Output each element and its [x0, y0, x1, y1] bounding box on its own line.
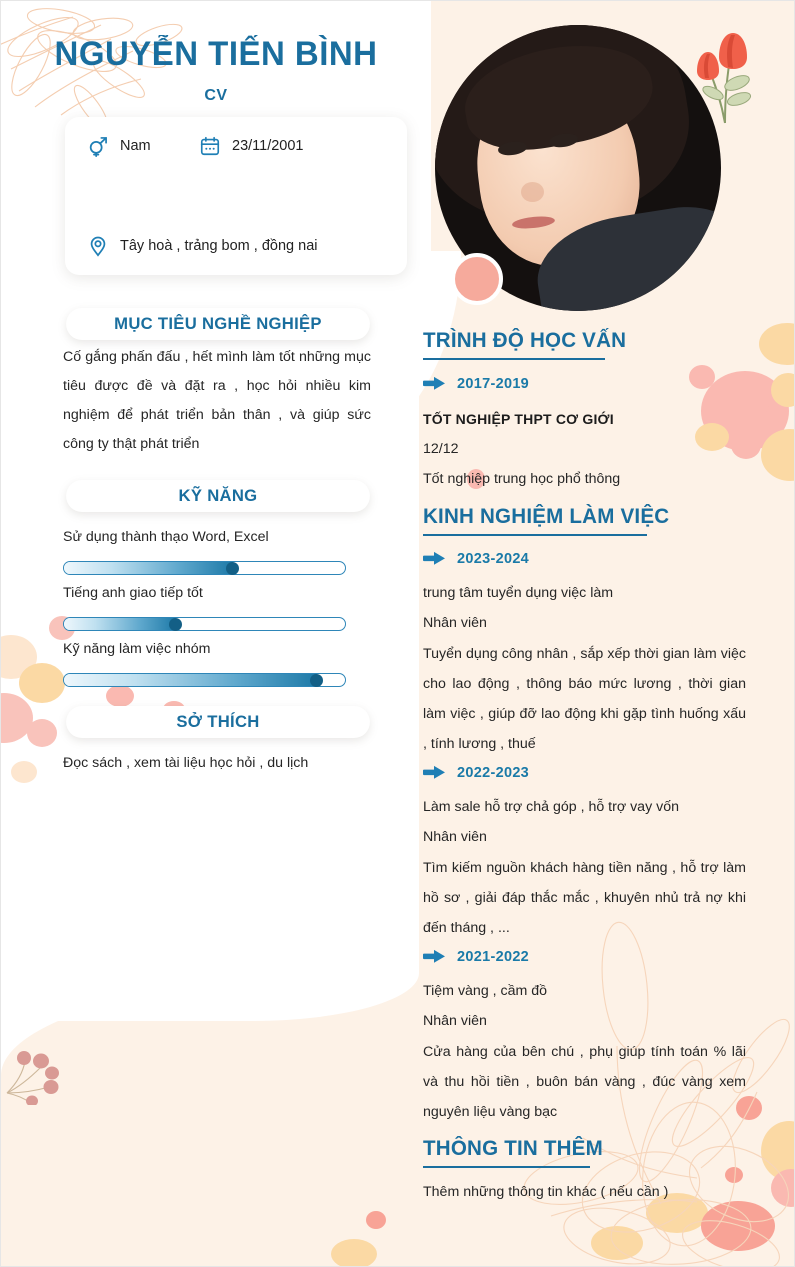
skill-bar-1[interactable]	[63, 617, 346, 631]
page-title: NGUYỄN TIẾN BÌNH	[54, 35, 378, 73]
background-white-lower	[1, 901, 419, 1021]
education-note-0: Tốt nghiệp trung học phổ thông	[423, 471, 621, 487]
experience-years-0: 2023-2024	[457, 551, 530, 567]
page-subtitle: CV	[204, 87, 228, 104]
experience-role-1: Nhân viên	[423, 829, 487, 845]
skill-label-1: Tiếng anh giao tiếp tốt	[63, 585, 203, 601]
skill-label-0: Sử dụng thành thạo Word, Excel	[63, 529, 269, 545]
decor-blob	[731, 431, 761, 459]
skill-knob-1[interactable]	[169, 618, 182, 631]
experience-years-2: 2021-2022	[457, 949, 530, 965]
experience-role-0: Nhân viên	[423, 615, 487, 631]
education-years-0: 2017-2019	[457, 376, 530, 392]
experience-company-1: Làm sale hỗ trợ chả góp , hỗ trợ vay vốn	[423, 799, 679, 815]
skill-bar-0[interactable]	[63, 561, 346, 575]
section-heading-hobbies: SỞ THÍCH	[66, 706, 370, 738]
photo-nose	[521, 182, 544, 202]
avatar	[435, 25, 721, 311]
decor-blob	[19, 663, 65, 703]
section-heading-education: TRÌNH ĐỘ HỌC VẤN	[423, 329, 627, 352]
decor-blob	[695, 423, 729, 451]
arrow-right-icon	[423, 376, 445, 392]
section-heading-additional: THÔNG TIN THÊM	[423, 1137, 603, 1160]
decor-blob	[689, 365, 715, 389]
hobbies-text: Đọc sách , xem tài liệu học hỏi , du lịch	[63, 755, 309, 771]
arrow-right-icon	[423, 551, 445, 567]
experience-company-0: trung tâm tuyển dụng việc làm	[423, 585, 614, 601]
education-grade-0: 12/12	[423, 441, 459, 457]
section-rule-education	[423, 358, 605, 360]
decor-blob	[725, 1167, 743, 1183]
decor-blob	[701, 1201, 775, 1251]
skill-knob-2[interactable]	[310, 674, 323, 687]
experience-company-2: Tiệm vàng , cầm đồ	[423, 983, 548, 999]
experience-year-row-0	[423, 551, 529, 567]
skill-fill-1	[64, 618, 176, 630]
skill-fill-0	[64, 562, 233, 574]
arrow-right-icon	[423, 765, 445, 781]
calendar-icon	[199, 135, 221, 157]
experience-year-row-2	[423, 949, 529, 965]
section-heading-experience: KINH NGHIỆM LÀM VIỆC	[423, 505, 670, 528]
experience-description-0: Tuyển dụng công nhân , sắp xếp thời gian làm việc cho lao động , thông báo mức lương , thời gian làm việc , giúp đỡ lao động khi gặp tình huống xấu , tính lương , thuế	[423, 646, 746, 752]
tulip-flowers-icon	[681, 27, 761, 142]
info-row-address	[87, 235, 318, 257]
decor-blob	[11, 761, 37, 783]
info-row-gender	[87, 135, 151, 157]
decor-blob	[366, 1211, 386, 1229]
experience-years-1: 2022-2023	[457, 765, 530, 781]
arrow-right-icon	[423, 949, 445, 965]
section-heading-skills: KỸ NĂNG	[66, 480, 370, 512]
personal-info-card	[65, 117, 407, 275]
experience-role-2: Nhân viên	[423, 1013, 487, 1029]
address-value: Tây hoà , trảng bom , đồng nai	[120, 238, 318, 254]
decor-blob	[27, 719, 57, 747]
skill-knob-0[interactable]	[226, 562, 239, 575]
additional-text: Thêm những thông tin khác ( nếu cần )	[423, 1184, 669, 1200]
education-school-0: TỐT NGHIỆP THPT CƠ GIỚI	[423, 411, 614, 427]
skill-fill-2	[64, 674, 317, 686]
gender-icon	[87, 135, 109, 157]
experience-description-1: Tìm kiếm nguồn khách hàng tiền năng , hỗ trợ làm hồ sơ , giải đáp thắc mắc , khuyên nhủ trả nợ khi đến tháng , ...	[423, 860, 746, 936]
section-rule-additional	[423, 1166, 590, 1168]
skill-bar-2[interactable]	[63, 673, 346, 687]
dob-value: 23/11/2001	[232, 138, 304, 154]
section-rule-experience	[423, 534, 647, 536]
decor-blob	[106, 685, 134, 707]
education-year-row-0	[423, 376, 529, 392]
experience-description-2: Cửa hàng của bên chú , phụ giúp tính toán % lãi và thu hồi tiền , buôn bán vàng , đúc vàng xem nguyên liệu vàng bạc	[423, 1044, 746, 1120]
decor-blob	[331, 1239, 377, 1267]
section-heading-objective: MỤC TIÊU NGHỀ NGHIỆP	[66, 308, 370, 340]
experience-year-row-1	[423, 765, 529, 781]
photo-badge-circle	[451, 253, 503, 305]
gender-value: Nam	[120, 138, 151, 154]
decor-blob	[766, 404, 786, 422]
info-row-dob	[199, 135, 304, 157]
skill-label-2: Kỹ năng làm việc nhóm	[63, 641, 211, 657]
location-pin-icon	[87, 235, 109, 257]
decor-blob	[591, 1226, 643, 1260]
objective-text: Cố gắng phấn đấu , hết mình làm tốt những mục tiêu được đề và đặt ra , học hỏi nhiều kim nghiệm để phát triển bản thân , và giúp sức công ty thật phát triển	[63, 349, 371, 452]
